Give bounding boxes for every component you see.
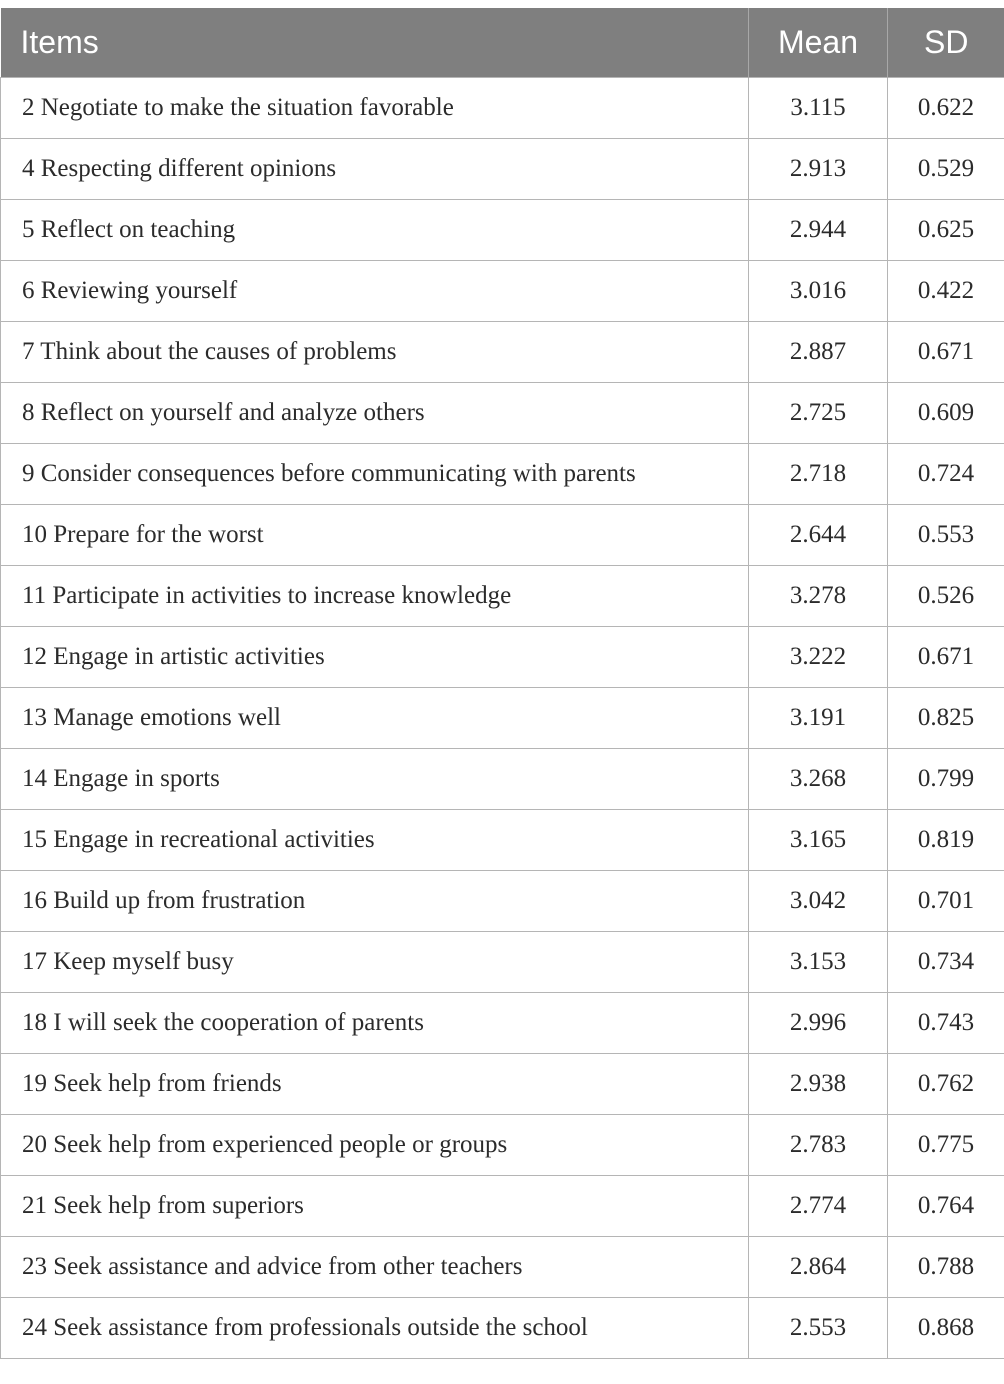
cell-sd: 0.734 (888, 932, 1004, 993)
cell-sd: 0.724 (888, 444, 1004, 505)
table-row (1, 871, 1004, 932)
cell-sd: 0.625 (888, 200, 1004, 261)
cell-sd: 0.762 (888, 1054, 1004, 1115)
cell-item: 20 Seek help from experienced people or groups (1, 1115, 749, 1176)
cell-sd: 0.671 (888, 627, 1004, 688)
cell-sd: 0.701 (888, 871, 1004, 932)
table-row (1, 1298, 1004, 1359)
cell-sd: 0.622 (888, 78, 1004, 139)
cell-sd: 0.609 (888, 383, 1004, 444)
table-row (1, 261, 1004, 322)
cell-mean: 2.864 (749, 1237, 888, 1298)
table-body (1, 78, 1004, 1359)
cell-sd: 0.526 (888, 566, 1004, 627)
column-header-sd: SD (888, 8, 1004, 78)
table-row (1, 1115, 1004, 1176)
cell-mean: 2.553 (749, 1298, 888, 1359)
coping-strategies-table (0, 8, 1004, 1359)
cell-sd: 0.529 (888, 139, 1004, 200)
table-row (1, 749, 1004, 810)
table-row (1, 688, 1004, 749)
cell-sd: 0.819 (888, 810, 1004, 871)
cell-item: 19 Seek help from friends (1, 1054, 749, 1115)
cell-item: 6 Reviewing yourself (1, 261, 749, 322)
cell-mean: 3.153 (749, 932, 888, 993)
cell-item: 7 Think about the causes of problems (1, 322, 749, 383)
cell-mean: 3.268 (749, 749, 888, 810)
cell-sd: 0.788 (888, 1237, 1004, 1298)
cell-mean: 3.016 (749, 261, 888, 322)
cell-mean: 2.725 (749, 383, 888, 444)
cell-mean: 3.222 (749, 627, 888, 688)
column-header-mean: Mean (749, 8, 888, 78)
cell-item: 15 Engage in recreational activities (1, 810, 749, 871)
cell-mean: 2.774 (749, 1176, 888, 1237)
cell-item: 18 I will seek the cooperation of parents (1, 993, 749, 1054)
table-row (1, 1054, 1004, 1115)
table-row (1, 505, 1004, 566)
cell-item: 17 Keep myself busy (1, 932, 749, 993)
cell-mean: 2.938 (749, 1054, 888, 1115)
cell-sd: 0.422 (888, 261, 1004, 322)
cell-item: 9 Consider consequences before communicating with parents (1, 444, 749, 505)
cell-mean: 2.718 (749, 444, 888, 505)
cell-mean: 3.115 (749, 78, 888, 139)
cell-sd: 0.825 (888, 688, 1004, 749)
cell-item: 8 Reflect on yourself and analyze others (1, 383, 749, 444)
cell-item: 2 Negotiate to make the situation favorable (1, 78, 749, 139)
data-table-container (0, 8, 1004, 1359)
cell-mean: 2.913 (749, 139, 888, 200)
cell-mean: 3.165 (749, 810, 888, 871)
cell-item: 12 Engage in artistic activities (1, 627, 749, 688)
cell-sd: 0.764 (888, 1176, 1004, 1237)
table-row (1, 1237, 1004, 1298)
table-row (1, 78, 1004, 139)
header-row (1, 8, 1004, 78)
cell-item: 21 Seek help from superiors (1, 1176, 749, 1237)
cell-item: 24 Seek assistance from professionals outside the school (1, 1298, 749, 1359)
cell-item: 16 Build up from frustration (1, 871, 749, 932)
cell-mean: 2.944 (749, 200, 888, 261)
cell-item: 23 Seek assistance and advice from other teachers (1, 1237, 749, 1298)
cell-item: 11 Participate in activities to increase knowledge (1, 566, 749, 627)
cell-mean: 3.042 (749, 871, 888, 932)
table-row (1, 139, 1004, 200)
table-row (1, 444, 1004, 505)
cell-item: 4 Respecting different opinions (1, 139, 749, 200)
cell-mean: 2.996 (749, 993, 888, 1054)
cell-sd: 0.743 (888, 993, 1004, 1054)
cell-item: 13 Manage emotions well (1, 688, 749, 749)
cell-sd: 0.868 (888, 1298, 1004, 1359)
cell-mean: 2.644 (749, 505, 888, 566)
table-row (1, 383, 1004, 444)
cell-item: 5 Reflect on teaching (1, 200, 749, 261)
table-row (1, 200, 1004, 261)
cell-sd: 0.553 (888, 505, 1004, 566)
cell-sd: 0.671 (888, 322, 1004, 383)
cell-mean: 3.278 (749, 566, 888, 627)
table-row (1, 993, 1004, 1054)
table-row (1, 1176, 1004, 1237)
cell-mean: 2.783 (749, 1115, 888, 1176)
cell-sd: 0.775 (888, 1115, 1004, 1176)
cell-item: 14 Engage in sports (1, 749, 749, 810)
table-row (1, 627, 1004, 688)
table-row (1, 810, 1004, 871)
cell-sd: 0.799 (888, 749, 1004, 810)
table-row (1, 566, 1004, 627)
table-row (1, 322, 1004, 383)
cell-item: 10 Prepare for the worst (1, 505, 749, 566)
cell-mean: 2.887 (749, 322, 888, 383)
column-header-items: Items (1, 8, 749, 78)
cell-mean: 3.191 (749, 688, 888, 749)
table-row (1, 932, 1004, 993)
